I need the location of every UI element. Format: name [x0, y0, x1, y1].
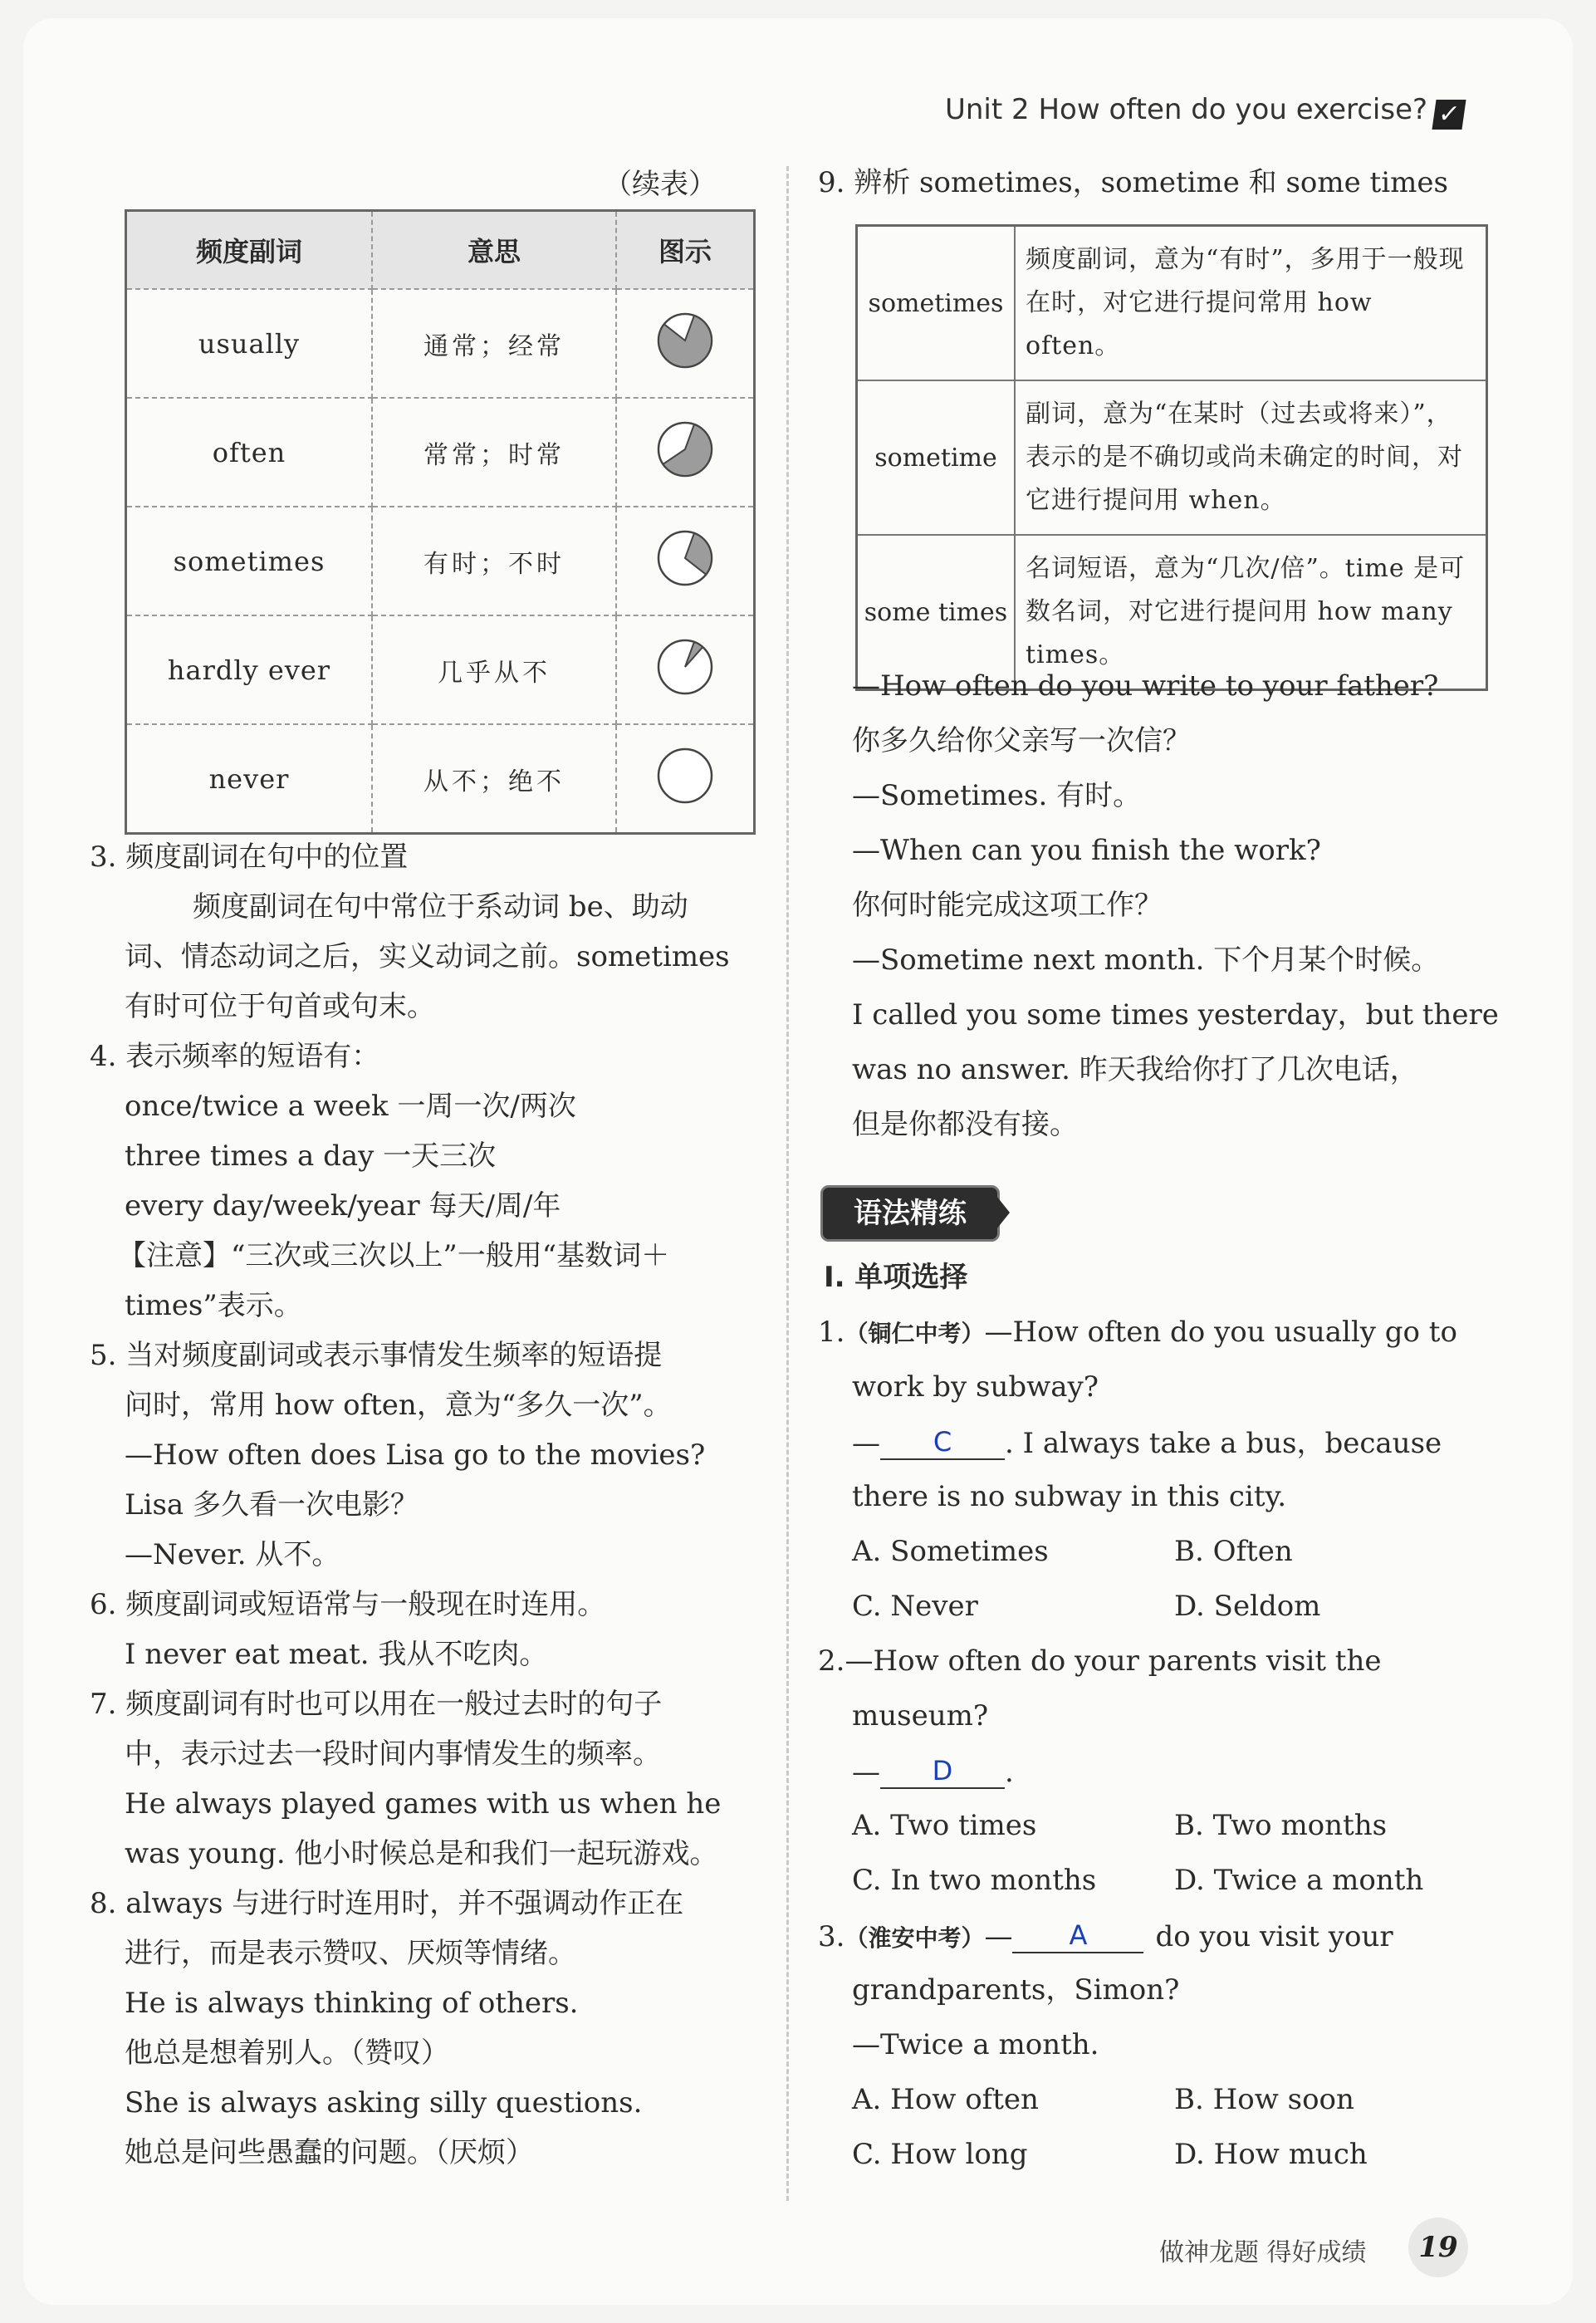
footer-slogan: 做神龙题 得好成绩	[1159, 2238, 1367, 2267]
term-cell: sometime	[857, 380, 1016, 535]
meaning-cell: 有时；不时	[372, 507, 616, 615]
point-7-title: 7. 频度副词有时也可以用在一般过去时的句子	[90, 1688, 663, 1721]
note-line: 【注意】“三次或三次以上”一般用“基数词＋	[118, 1239, 670, 1272]
example-line: 你多久给你父亲写一次信？	[852, 724, 1191, 757]
frequency-pie-icon	[655, 746, 715, 806]
table-row	[857, 226, 1487, 381]
meaning-cell: 通常；经常	[372, 289, 616, 398]
question-stem-line: there is no subway in this city.	[852, 1480, 1287, 1513]
text-line: 进行，而是表示赞叹、厌烦等情绪。	[125, 1937, 576, 1970]
question-number: 3.	[818, 1920, 845, 1953]
table-row	[126, 615, 755, 724]
text-line: —How often does Lisa go to the movies?	[125, 1438, 706, 1472]
option-d[interactable]: D. Seldom	[1174, 1590, 1321, 1623]
answer-line: — D .	[852, 1755, 1014, 1789]
table-continued-label: （续表）	[604, 168, 717, 201]
answer-blank[interactable]: A	[1012, 1919, 1143, 1953]
text-line: 中，表示过去一段时间内事情发生的频率。	[125, 1737, 661, 1771]
adverb-cell: hardly ever	[126, 615, 373, 724]
meaning-cell: 从不；绝不	[372, 724, 616, 834]
text-line: She is always asking silly questions.	[125, 2086, 643, 2120]
meaning-cell: 几乎从不	[372, 615, 616, 724]
frequency-pie-icon	[655, 311, 715, 370]
diagram-cell	[616, 289, 755, 398]
text-line: 频度副词在句中常位于系动词 be、助动	[193, 890, 688, 924]
text-line: 有时可位于句首或句末。	[125, 990, 435, 1023]
question-2	[818, 1644, 1382, 1678]
unit-title: Unit 2 How often do you exercise?	[945, 93, 1428, 126]
adverb-cell: sometimes	[126, 507, 373, 615]
check-icon: ✓	[1432, 100, 1466, 130]
option-a[interactable]: A. How often	[852, 2083, 1039, 2116]
adverb-cell: never	[126, 724, 373, 834]
header-meaning: 意思	[372, 211, 616, 290]
point-3-title: 3. 频度副词在句中的位置	[90, 840, 409, 874]
diagram-cell	[616, 507, 755, 615]
question-number: 2.	[818, 1644, 845, 1678]
desc-cell: 名词短语，意为“几次/倍”。time 是可数名词，对它进行提问用 how many times。	[1015, 535, 1487, 690]
question-stem-line: work by subway?	[852, 1370, 1099, 1404]
answer-blank[interactable]: D	[880, 1754, 1005, 1789]
adverb-cell: often	[126, 398, 373, 507]
frequency-pie-icon	[655, 528, 715, 588]
frequency-pie-icon	[655, 637, 715, 697]
point-8-title: 8. always 与进行时连用时，并不强调动作正在	[90, 1887, 684, 1920]
desc-cell: 频度副词，意为“有时”，多用于一般现在时，对它进行提问常用 how often。	[1015, 226, 1487, 381]
text-line: 词、情态动词之后，实义动词之前。sometimes	[125, 940, 730, 973]
term-cell: some times	[857, 535, 1016, 690]
table-row	[126, 398, 755, 507]
question-stem-line: —Twice a month.	[852, 2028, 1099, 2061]
banner-arrow-icon	[996, 1196, 1010, 1229]
option-b[interactable]: B. How soon	[1174, 2083, 1354, 2116]
header-adverb: 频度副词	[126, 211, 373, 290]
point-5-title: 5. 当对频度副词或表示事情发生频率的短语提	[90, 1339, 663, 1372]
question-stem-line: grandparents，Simon?	[852, 1973, 1180, 2007]
question-stem: . I always take a bus，because	[1005, 1427, 1442, 1460]
question-source: （淮安中考）	[845, 1924, 985, 1952]
table-header-row	[126, 211, 755, 290]
question-1	[818, 1316, 1457, 1350]
text-line: three times a day 一天三次	[125, 1139, 497, 1173]
option-c[interactable]: C. In two months	[852, 1864, 1097, 1897]
distinction-table	[855, 224, 1488, 691]
desc-cell: 副词，意为“在某时（过去或将来）”，表示的是不确切或尚未确定的时间，对它进行提问用 when。	[1015, 380, 1487, 535]
question-source: （铜仁中考）	[845, 1320, 985, 1347]
point-9-title: 9. 辨析 sometimes，sometime 和 some times	[818, 166, 1448, 199]
adverb-cell: usually	[126, 289, 373, 398]
text-line: times”表示。	[125, 1289, 302, 1322]
text-line: 她总是问些愚蠢的问题。（厌烦）	[125, 2136, 534, 2169]
text-line: 他总是想着别人。（赞叹）	[125, 2036, 449, 2070]
diagram-cell	[616, 615, 755, 724]
option-c[interactable]: C. How long	[852, 2138, 1028, 2171]
option-a[interactable]: A. Two times	[852, 1809, 1037, 1842]
header-diagram: 图示	[616, 211, 755, 290]
page-number: 19	[1408, 2218, 1468, 2277]
frequency-adverb-table	[125, 209, 756, 835]
text-line: every day/week/year 每天/周/年	[125, 1189, 561, 1223]
example-line: —Sometimes. 有时。	[852, 779, 1142, 812]
answer-blank[interactable]: C	[880, 1425, 1005, 1460]
table-row	[126, 289, 755, 398]
example-line: —How often do you write to your father?	[852, 669, 1439, 703]
table-row	[126, 724, 755, 834]
example-line: —When can you finish the work?	[852, 834, 1321, 867]
option-d[interactable]: D. Twice a month	[1174, 1864, 1424, 1897]
option-a[interactable]: A. Sometimes	[852, 1535, 1049, 1568]
table-row	[857, 380, 1487, 535]
table-row	[857, 535, 1487, 690]
diagram-cell	[616, 724, 755, 834]
question-stem: —How often do you usually go to	[984, 1316, 1457, 1349]
question-number: 1.	[818, 1316, 845, 1349]
frequency-pie-icon	[655, 419, 715, 479]
option-b[interactable]: B. Two months	[1174, 1809, 1388, 1842]
question-3: 3.（淮安中考）— A do you visit your	[818, 1919, 1393, 1953]
diagram-cell	[616, 398, 755, 507]
text-line: I never eat meat. 我从不吃肉。	[125, 1638, 548, 1671]
answer-line: — C . I always take a bus，because	[852, 1426, 1442, 1460]
option-d[interactable]: D. How much	[1174, 2138, 1368, 2171]
text-line: 问时，常用 how often，意为“多久一次”。	[125, 1389, 672, 1422]
text-line: Lisa 多久看一次电影？	[125, 1488, 419, 1522]
section-title: Ⅰ. 单项选择	[824, 1261, 968, 1294]
text-line: He always played games with us when he	[125, 1787, 722, 1821]
grammar-practice-banner: 语法精练	[820, 1185, 1000, 1242]
table-row	[126, 507, 755, 615]
example-line: I called you some times yesterday，but there	[852, 998, 1499, 1032]
point-6-title: 6. 频度副词或短语常与一般现在时连用。	[90, 1588, 606, 1621]
example-line: was no answer. 昨天我给你打了几次电话，	[852, 1053, 1418, 1086]
meaning-cell: 常常；时常	[372, 398, 616, 507]
example-line: 你何时能完成这项工作？	[852, 889, 1163, 922]
unit-header	[945, 93, 1464, 130]
option-c[interactable]: C. Never	[852, 1590, 978, 1623]
example-line: 但是你都没有接。	[852, 1108, 1078, 1141]
text-line: once/twice a week 一周一次/两次	[125, 1090, 576, 1123]
text-line: —Never. 从不。	[125, 1538, 340, 1571]
question-stem-line: museum?	[852, 1699, 989, 1732]
point-4-title: 4. 表示频率的短语有：	[90, 1040, 380, 1073]
question-stem: do you visit your	[1155, 1920, 1393, 1953]
option-b[interactable]: B. Often	[1174, 1535, 1293, 1568]
term-cell: sometimes	[857, 226, 1016, 381]
column-divider	[786, 166, 789, 2201]
example-line: —Sometime next month. 下个月某个时候。	[852, 943, 1440, 977]
text-line: He is always thinking of others.	[125, 1987, 579, 2020]
text-line: was young. 他小时候总是和我们一起玩游戏。	[125, 1837, 718, 1870]
question-stem: —How often do your parents visit the	[845, 1644, 1382, 1678]
